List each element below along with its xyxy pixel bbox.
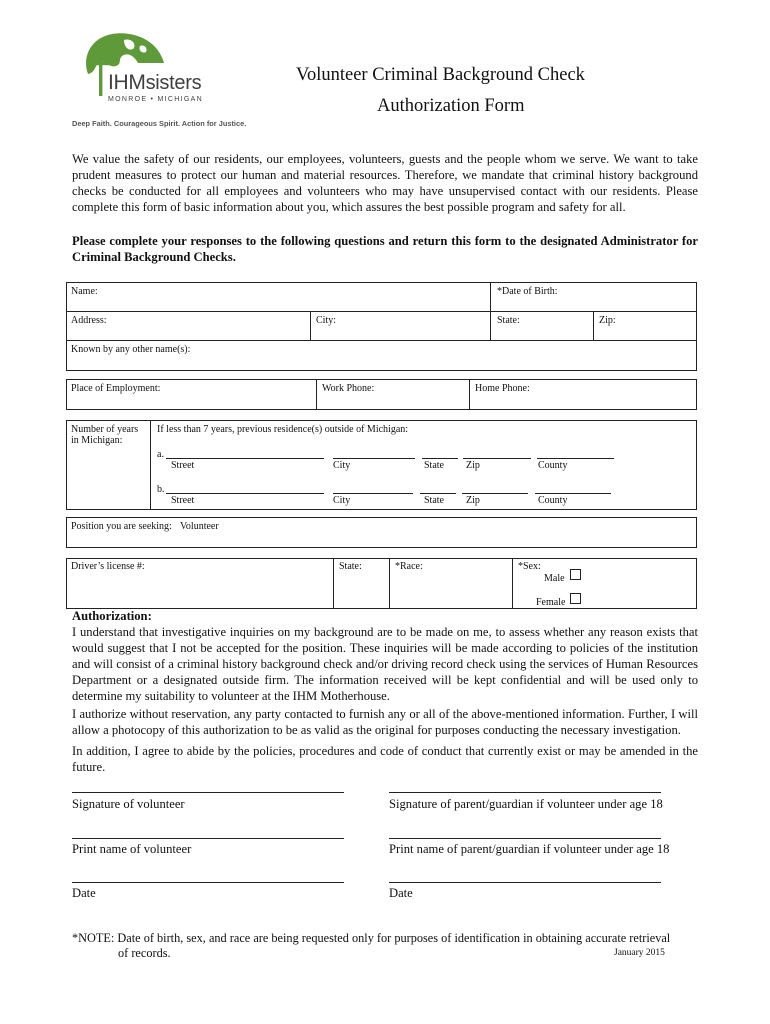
- logo-wordmark: IHMsisters: [108, 71, 202, 94]
- ihm-logo: [72, 30, 247, 130]
- residence-divider: [150, 420, 151, 510]
- logo-tagline: Deep Faith. Courageous Spirit. Action for Justice.: [72, 119, 247, 128]
- logo-location: MONROE • MICHIGAN: [108, 96, 203, 103]
- res-b-street-line[interactable]: [166, 493, 324, 494]
- male-label: Male: [544, 573, 565, 584]
- address-field[interactable]: [68, 326, 308, 340]
- female-label: Female: [536, 597, 566, 608]
- state-field[interactable]: [492, 326, 591, 340]
- state-divider: [490, 311, 491, 341]
- res-b-zip-caption: Zip: [466, 495, 480, 506]
- female-checkbox[interactable]: [570, 593, 581, 604]
- years-label-1: Number of years: [71, 424, 139, 435]
- res-b-street-caption: Street: [171, 495, 195, 506]
- res-b-zip-line[interactable]: [462, 493, 528, 494]
- authorization-heading: Authorization:: [72, 609, 152, 623]
- res-a-city-line[interactable]: [333, 458, 415, 459]
- res-a-zip-line[interactable]: [463, 458, 531, 459]
- date1-label: Date: [72, 886, 96, 900]
- race-divider: [389, 558, 390, 609]
- intro-paragraph: We value the safety of our residents, our employees, volunteers, guests and the people whom we serve. We want to take prudent measures to protect our human and material resources. Therefore, we mandate that criminal history background checks be conducted for all employees and volunteers who may have unsupervised contact with our residents. Please complete this form of basic information about you, which assures the best possible program and safety for all.: [72, 152, 698, 214]
- home-phone-label: Home Phone:: [475, 383, 530, 394]
- res-b-county-caption: County: [538, 495, 568, 506]
- date2-label: Date: [389, 886, 413, 900]
- drivers-license-label: Driver’s license #:: [71, 561, 145, 572]
- res-b-city-line[interactable]: [333, 493, 413, 494]
- years-label-2: in Michigan:: [71, 435, 123, 446]
- home-phone-divider: [469, 379, 470, 410]
- address-label: Address:: [71, 315, 107, 326]
- date2-line[interactable]: [389, 882, 661, 883]
- authorization-p1: I understand that investigative inquiries on my background are to be made on me, to assess whether any reason exists that would suggest that I not be accepted for the position. These inquiries will be made according to policies of the institution and will consist of a criminal history background check and/or driving record check using the services of Human Resources Department or a designated outside firm. The information received will be kept confidential and will be used only to determine my suitability to volunteer at the IHM Motherhouse.: [72, 625, 698, 703]
- sig-volunteer-line[interactable]: [72, 792, 344, 793]
- print-volunteer-line[interactable]: [72, 838, 344, 839]
- res-b-county-line[interactable]: [535, 493, 611, 494]
- name-label: Name:: [71, 286, 98, 297]
- dob-field[interactable]: [492, 297, 695, 311]
- zip-divider: [593, 311, 594, 341]
- drivers-license-field[interactable]: [68, 575, 331, 605]
- home-phone-field[interactable]: [471, 395, 695, 409]
- return-instruction: Please complete your responses to the following questions and return this form to the designated Administrator for Criminal Background Checks.: [72, 234, 698, 264]
- sig-parent-label: Signature of parent/guardian if volunteer under age 18: [389, 797, 663, 811]
- residence-a-label: a.: [157, 449, 164, 460]
- footer-note: *NOTE: Date of birth, sex, and race are being requested only for purposes of identification in obtaining accurate retrieval: [72, 931, 671, 945]
- race-field[interactable]: [391, 575, 510, 605]
- previous-residence-label: If less than 7 years, previous residence(s) outside of Michigan:: [157, 424, 409, 435]
- authorization-p2: I authorize without reservation, any party contacted to furnish any or all of the above-mentioned information. Further, I will allow a photocopy of this authorization to be as valid as the original for purposes conducting the necessary investigation.: [72, 707, 698, 737]
- male-checkbox[interactable]: [570, 569, 581, 580]
- print-volunteer-label: Print name of volunteer: [72, 842, 192, 856]
- res-a-street-line[interactable]: [166, 458, 324, 459]
- res-b-city-caption: City: [333, 495, 351, 506]
- position-label: Position you are seeking:: [71, 521, 172, 532]
- res-a-county-line[interactable]: [537, 458, 614, 459]
- city-label: City:: [316, 315, 337, 326]
- res-a-city-caption: City: [333, 460, 351, 471]
- dl-state-field[interactable]: [335, 575, 387, 605]
- sig-volunteer-label: Signature of volunteer: [72, 797, 185, 811]
- res-b-state-line[interactable]: [420, 493, 456, 494]
- position-value[interactable]: Volunteer: [180, 521, 219, 532]
- footer-note-cont: of records.: [118, 946, 171, 960]
- sex-label: *Sex:: [518, 561, 541, 572]
- res-a-zip-caption: Zip: [466, 460, 480, 471]
- city-field[interactable]: [312, 326, 488, 340]
- res-a-street-caption: Street: [171, 460, 195, 471]
- zip-label: Zip:: [599, 315, 616, 326]
- res-a-state-line[interactable]: [422, 458, 458, 459]
- dl-state-divider: [333, 558, 334, 609]
- name-field[interactable]: [68, 297, 488, 311]
- authorization-p3: In addition, I agree to abide by the policies, procedures and code of conduct that currently exist or may be amended in the future.: [72, 744, 698, 774]
- residence-b-label: b.: [157, 484, 165, 495]
- employment-field[interactable]: [68, 395, 314, 409]
- print-parent-line[interactable]: [389, 838, 661, 839]
- res-a-state-caption: State: [424, 460, 444, 471]
- sig-parent-line[interactable]: [389, 792, 661, 793]
- other-names-label: Known by any other name(s):: [71, 344, 191, 355]
- dl-state-label: State:: [339, 561, 362, 572]
- form-title-line2: Authorization Form: [377, 96, 525, 116]
- dob-label: *Date of Birth:: [497, 286, 558, 297]
- other-names-field[interactable]: [68, 356, 695, 370]
- footer-date: January 2015: [614, 948, 665, 958]
- work-phone-field[interactable]: [318, 395, 467, 409]
- zip-field[interactable]: [595, 326, 695, 340]
- sex-divider: [512, 558, 513, 609]
- res-a-county-caption: County: [538, 460, 568, 471]
- race-label: *Race:: [395, 561, 423, 572]
- form-title-line1: Volunteer Criminal Background Check: [296, 65, 585, 85]
- state-label: State:: [497, 315, 520, 326]
- print-parent-label: Print name of parent/guardian if volunteer under age 18: [389, 842, 670, 856]
- work-phone-label: Work Phone:: [322, 383, 375, 394]
- date1-line[interactable]: [72, 882, 344, 883]
- employment-label: Place of Employment:: [71, 383, 161, 394]
- res-b-state-caption: State: [424, 495, 444, 506]
- work-phone-divider: [316, 379, 317, 410]
- city-divider: [310, 311, 311, 341]
